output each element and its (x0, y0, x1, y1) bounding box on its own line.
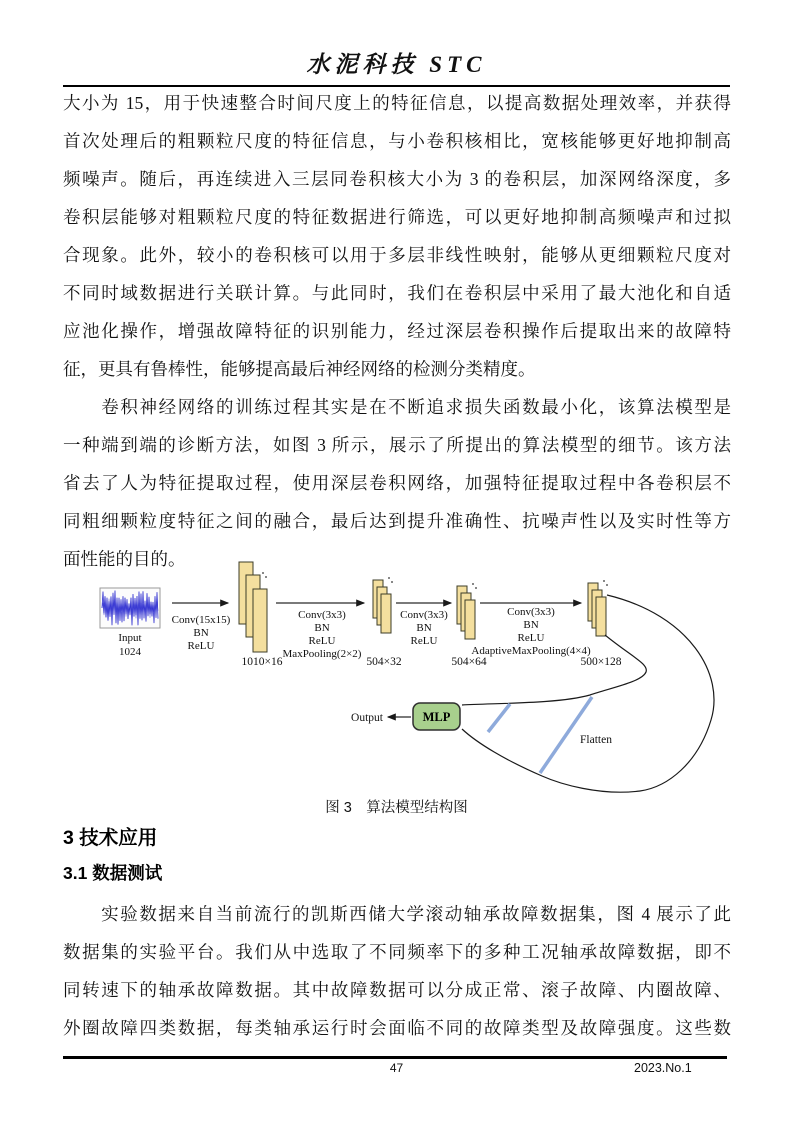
body-text-block-1 (63, 84, 731, 578)
flatten-band-outer-curve (462, 595, 714, 792)
input-size-label: 1024 (119, 646, 141, 658)
mlp-label: MLP (422, 710, 451, 724)
conv2-bn-label: BN (314, 622, 330, 634)
conv2-label: Conv(3x3) (298, 609, 346, 621)
conv1-bn-label: BN (193, 627, 209, 639)
flatten-label: Flatten (580, 734, 612, 746)
conv2-relu-label: ReLU (308, 635, 336, 647)
body-text-line: 面性能的目的。 (63, 549, 186, 569)
body-text-line: 不同时域数据进行关联计算。与此同时，我们在卷积层中采用了最大池化和自适 (63, 283, 731, 303)
input-signal-image (100, 588, 160, 628)
section-heading-3: 3 技术应用 (63, 827, 158, 849)
conv1-relu-label: ReLU (187, 640, 215, 652)
conv3-relu-label: ReLU (410, 635, 438, 647)
stack-dots (262, 572, 264, 574)
subsection-heading-3-1: 3.1 数据测试 (63, 863, 163, 883)
footer-rule (63, 1056, 727, 1059)
conv-stack-4 (588, 580, 608, 636)
body-text-line: 数据集的实验平台。我们从中选取了不同频率下的多种工况轴承故障数据，即不 (63, 942, 731, 962)
body-text-line: 应池化操作，增强故障特征的识别能力，经过深层卷积操作后提取出来的故障特 (63, 321, 731, 341)
maxpooling-label: MaxPooling(2×2) (282, 648, 362, 660)
body-text-line: 卷积神经网络的训练过程其实是在不断追求损失函数最小化，该算法模型是 (63, 397, 731, 417)
stack-dots (472, 583, 474, 585)
body-text-line: 外圈故障四类数据，每类轴承运行时会面临不同的故障类型及故障强度。这些数 (63, 1018, 731, 1038)
conv-stack-1 (239, 562, 267, 652)
conv4-label: Conv(3x3) (507, 606, 555, 618)
body-text-line: 频噪声。随后，再连续进入三层同卷积核大小为 3 的卷积层，加深网络深度，多 (63, 169, 731, 189)
stack-dots (265, 576, 267, 578)
journal-title: 水泥科技 STC (306, 52, 487, 77)
flatten-tick-1 (488, 704, 510, 732)
feature-map-size-1: 1010×16 (241, 656, 283, 668)
conv4-relu-label: ReLU (517, 632, 545, 644)
figure-canvas (0, 560, 793, 805)
body-text-line: 同转速下的轴承故障数据。其中故障数据可以分成正常、滚子故障、内圈故障、 (63, 980, 731, 1000)
body-text-line: 一种端到端的诊断方法，如图 3 所示，展示了所提出的算法模型的细节。该方法 (63, 435, 731, 455)
feature-map-size-4: 500×128 (580, 656, 622, 668)
stack-dots (606, 584, 608, 586)
stack-dots (391, 581, 393, 583)
conv1-label: Conv(15x15) (171, 614, 231, 626)
conv4-bn-label: BN (523, 619, 539, 631)
figure-3-caption: 图 3 算法模型结构图 (325, 800, 468, 816)
figure-3-diagram (0, 560, 793, 805)
body-text-line: 首次处理后的粗颗粒尺度的特征信息，与小卷积核相比，宽核能够更好地抑制高 (63, 131, 731, 151)
stack-dots (603, 580, 605, 582)
body-text-line: 卷积层能够对粗颗粒尺度的特征数据进行筛选，可以更好地抑制高频噪声和过拟 (63, 207, 731, 227)
stack-dots (388, 577, 390, 579)
conv-stack-3 (457, 583, 477, 639)
issue-number: 2023.No.1 (634, 1061, 692, 1075)
body-text-line: 大小为 15，用于快速整合时间尺度上的特征信息，以提高数据处理效率，并获得 (63, 93, 731, 113)
body-text-line: 实验数据来自当前流行的凯斯西储大学滚动轴承故障数据集，图 4 展示了此 (63, 904, 731, 924)
body-text-line: 合现象。此外，较小的卷积核可以用于多层非线性映射，能够从更细颗粒尺度对 (63, 245, 731, 265)
adaptivemaxpooling-label: AdaptiveMaxPooling(4×4) (471, 645, 591, 657)
conv3-label: Conv(3x3) (400, 609, 448, 621)
body-text-line: 省去了人为特征提取过程，使用深层卷积网络，加强特征提取过程中各卷积层不 (63, 473, 731, 493)
feature-map-size-2: 504×32 (366, 656, 402, 668)
feature-map-size-3: 504×64 (451, 656, 487, 668)
body-text-line: 同粗细颗粒度特征之间的融合，最后达到提升准确性、抗噪声性以及实时性等方 (63, 511, 731, 531)
body-text-block-2 (63, 895, 731, 1047)
page-number: 47 (389, 1061, 404, 1075)
conv3-bn-label: BN (416, 622, 432, 634)
stack-dots (475, 587, 477, 589)
conv-stack-2 (373, 577, 393, 633)
body-text-line: 征，更具有鲁棒性，能够提高最后神经网络的检测分类精度。 (63, 359, 536, 379)
input-label: Input (118, 632, 142, 644)
output-label: Output (351, 712, 383, 724)
